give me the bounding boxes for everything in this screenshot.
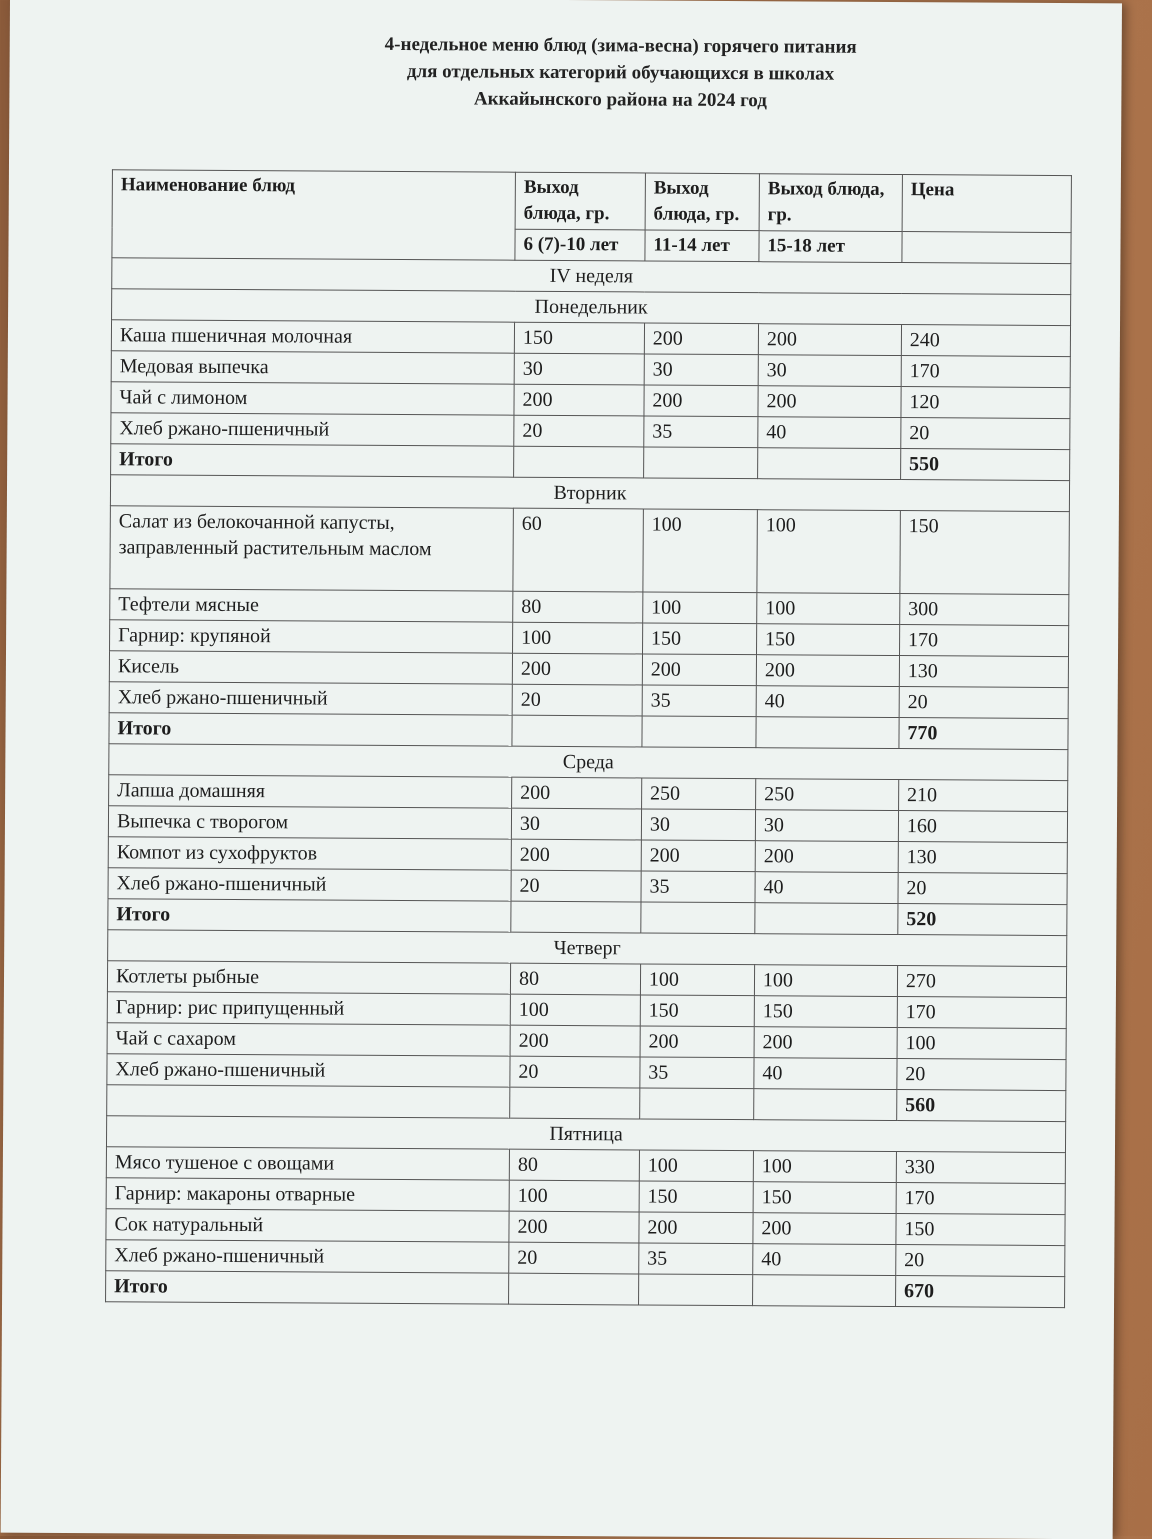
total-empty <box>640 1088 754 1120</box>
output-age-11-14: 200 <box>640 1026 754 1058</box>
title-line-1: 4-недельное меню блюд (зима-весна) горячего питания <box>384 33 857 58</box>
output-age-11-14: 35 <box>639 1243 753 1275</box>
output-age-6-10: 20 <box>514 415 644 447</box>
header-output-1: Выход блюда, гр. <box>515 172 645 230</box>
output-age-6-10: 80 <box>513 591 643 623</box>
output-age-6-10: 20 <box>512 684 642 716</box>
output-age-6-10: 20 <box>511 870 641 902</box>
total-empty <box>752 1275 895 1307</box>
output-age-11-14: 30 <box>641 809 755 841</box>
output-age-6-10: 200 <box>511 839 641 871</box>
dish-price: 20 <box>897 1059 1066 1091</box>
dish-price: 170 <box>897 997 1066 1029</box>
day-name: Среда <box>109 744 1068 781</box>
total-price: 770 <box>899 718 1068 750</box>
header-age-empty <box>902 232 1071 264</box>
menu-table <box>105 169 1072 1308</box>
total-row <box>106 1271 1065 1308</box>
dish-name: Гарнир: крупяной <box>110 620 513 653</box>
output-age-15-18: 200 <box>758 324 901 356</box>
total-empty <box>512 715 642 747</box>
output-age-11-14: 35 <box>644 416 758 448</box>
dish-price: 170 <box>901 356 1070 388</box>
output-age-11-14: 200 <box>644 385 758 417</box>
week-label: IV неделя <box>112 258 1071 295</box>
day-name: Вторник <box>110 475 1069 512</box>
output-age-15-18: 150 <box>756 624 899 656</box>
dish-price: 130 <box>899 656 1068 688</box>
dish-price: 150 <box>900 511 1070 595</box>
header-age-3: 15-18 лет <box>759 231 902 263</box>
dish-price: 100 <box>897 1028 1066 1060</box>
total-empty <box>754 1089 897 1121</box>
header-dish-name: Наименование блюд <box>112 170 516 260</box>
dish-name: Салат из белокочанной капусты, заправленный растительным маслом <box>110 506 513 591</box>
title-line-3: Аккайынского района на 2024 год <box>473 88 767 112</box>
output-age-11-14: 150 <box>642 623 756 655</box>
dish-name: Лапша домашняя <box>109 775 512 808</box>
output-age-11-14: 200 <box>641 840 755 872</box>
output-age-15-18: 250 <box>756 779 899 811</box>
day-name: Четверг <box>108 930 1067 967</box>
output-age-6-10: 200 <box>510 1025 640 1057</box>
dish-name: Медовая выпечка <box>111 351 514 384</box>
dish-name: Котлеты рыбные <box>107 961 510 994</box>
dish-price: 20 <box>901 418 1070 450</box>
total-price: 670 <box>895 1276 1064 1308</box>
output-age-6-10: 20 <box>509 1242 639 1274</box>
output-age-11-14: 35 <box>642 685 756 717</box>
total-price: 550 <box>900 449 1069 481</box>
dish-price: 170 <box>899 625 1068 657</box>
dish-price: 20 <box>899 687 1068 719</box>
total-empty <box>510 1087 640 1119</box>
dish-price: 330 <box>896 1152 1065 1184</box>
header-output-2: Выход блюда, гр. <box>645 173 759 231</box>
output-age-6-10: 150 <box>514 322 644 354</box>
output-age-6-10: 100 <box>510 994 640 1026</box>
output-age-11-14: 35 <box>640 1057 754 1089</box>
dish-price: 300 <box>900 594 1069 626</box>
total-empty <box>509 1273 639 1305</box>
output-age-11-14: 100 <box>640 964 754 996</box>
output-age-6-10: 100 <box>513 622 643 654</box>
output-age-6-10: 200 <box>512 653 642 685</box>
header-row <box>112 170 1071 233</box>
document-title <box>9 29 1121 117</box>
dish-name: Хлеб ржано-пшеничный <box>106 1240 509 1273</box>
header-age-2: 11-14 лет <box>645 230 759 262</box>
dish-name: Хлеб ржано-пшеничный <box>111 413 514 446</box>
output-age-15-18: 200 <box>753 1213 896 1245</box>
dish-price: 170 <box>896 1183 1065 1215</box>
day-name: Пятница <box>106 1116 1065 1153</box>
output-age-6-10: 200 <box>514 384 644 416</box>
output-age-6-10: 200 <box>512 777 642 809</box>
output-age-11-14: 200 <box>642 654 756 686</box>
output-age-11-14: 150 <box>639 1181 753 1213</box>
output-age-6-10: 80 <box>509 1149 639 1181</box>
dish-name: Чай с сахаром <box>107 1023 510 1056</box>
total-label: Итого <box>108 899 511 932</box>
output-age-15-18: 30 <box>758 355 901 387</box>
total-label: Итого <box>106 1271 509 1304</box>
output-age-11-14: 150 <box>640 995 754 1027</box>
output-age-15-18: 150 <box>753 1182 896 1214</box>
day-name: Понедельник <box>112 289 1071 326</box>
dish-price: 210 <box>898 780 1067 812</box>
total-price: 520 <box>898 904 1067 936</box>
dish-name: Тефтели мясные <box>110 589 513 622</box>
dish-name: Сок натуральный <box>106 1209 509 1242</box>
dish-name: Гарнир: макароны отварные <box>106 1178 509 1211</box>
dish-price: 130 <box>898 842 1067 874</box>
paper-sheet <box>1 0 1122 1539</box>
output-age-15-18: 200 <box>758 386 901 418</box>
dish-row <box>110 506 1069 595</box>
output-age-15-18: 150 <box>754 996 897 1028</box>
output-age-11-14: 200 <box>639 1212 753 1244</box>
total-empty <box>755 903 898 935</box>
dish-price: 150 <box>896 1214 1065 1246</box>
dish-name: Компот из сухофруктов <box>108 837 511 870</box>
dish-price: 20 <box>896 1245 1065 1277</box>
output-age-15-18: 40 <box>756 686 899 718</box>
dish-price: 120 <box>901 387 1070 419</box>
output-age-15-18: 40 <box>754 1058 897 1090</box>
total-empty <box>514 446 644 478</box>
output-age-11-14: 250 <box>641 778 755 810</box>
dish-price: 270 <box>897 966 1066 998</box>
header-price: Цена <box>902 175 1071 233</box>
dish-name: Каша пшеничная молочная <box>111 320 514 353</box>
output-age-6-10: 20 <box>510 1056 640 1088</box>
dish-price: 160 <box>898 811 1067 843</box>
output-age-15-18: 40 <box>758 417 901 449</box>
dish-name: Хлеб ржано-пшеничный <box>108 868 511 901</box>
total-empty <box>641 902 755 934</box>
output-age-15-18: 40 <box>753 1244 896 1276</box>
dish-name: Хлеб ржано-пшеничный <box>107 1054 510 1087</box>
total-empty <box>511 901 641 933</box>
dish-name: Хлеб ржано-пшеничный <box>109 682 512 715</box>
output-age-6-10: 60 <box>513 508 643 592</box>
output-age-11-14: 35 <box>641 871 755 903</box>
dish-name: Выпечка с творогом <box>108 806 511 839</box>
output-age-15-18: 30 <box>755 810 898 842</box>
output-age-11-14: 100 <box>639 1150 753 1182</box>
output-age-11-14: 200 <box>644 323 758 355</box>
dish-name: Чай с лимоном <box>111 382 514 415</box>
output-age-6-10: 200 <box>509 1211 639 1243</box>
output-age-15-18: 40 <box>755 872 898 904</box>
output-age-11-14: 100 <box>643 509 758 593</box>
total-empty <box>643 447 757 479</box>
output-age-15-18: 100 <box>754 965 897 997</box>
total-label: Итого <box>109 713 512 746</box>
dish-price: 20 <box>898 873 1067 905</box>
output-age-15-18: 100 <box>753 1151 896 1183</box>
output-age-6-10: 30 <box>514 353 644 385</box>
dish-name: Кисель <box>109 651 512 684</box>
title-line-2: для отдельных категорий обучающихся в школах <box>406 61 835 85</box>
dish-name: Мясо тушеное с овощами <box>106 1147 509 1180</box>
total-empty <box>642 716 756 748</box>
output-age-6-10: 80 <box>510 963 640 995</box>
output-age-15-18: 100 <box>757 593 900 625</box>
dish-price: 240 <box>901 325 1070 357</box>
output-age-11-14: 100 <box>643 592 757 624</box>
total-label <box>107 1085 510 1118</box>
output-age-15-18: 200 <box>756 655 899 687</box>
dish-name: Гарнир: рис припущенный <box>107 992 510 1025</box>
total-empty <box>756 717 899 749</box>
total-empty <box>758 448 901 480</box>
output-age-11-14: 30 <box>644 354 758 386</box>
output-age-15-18: 200 <box>755 841 898 873</box>
output-age-15-18: 100 <box>757 510 900 594</box>
header-output-3: Выход блюда, гр. <box>759 174 902 232</box>
header-age-1: 6 (7)-10 лет <box>515 229 645 261</box>
output-age-15-18: 200 <box>754 1027 897 1059</box>
output-age-6-10: 100 <box>509 1180 639 1212</box>
total-price: 560 <box>897 1090 1066 1122</box>
total-label: Итого <box>111 444 514 477</box>
total-empty <box>638 1274 752 1306</box>
output-age-6-10: 30 <box>511 808 641 840</box>
